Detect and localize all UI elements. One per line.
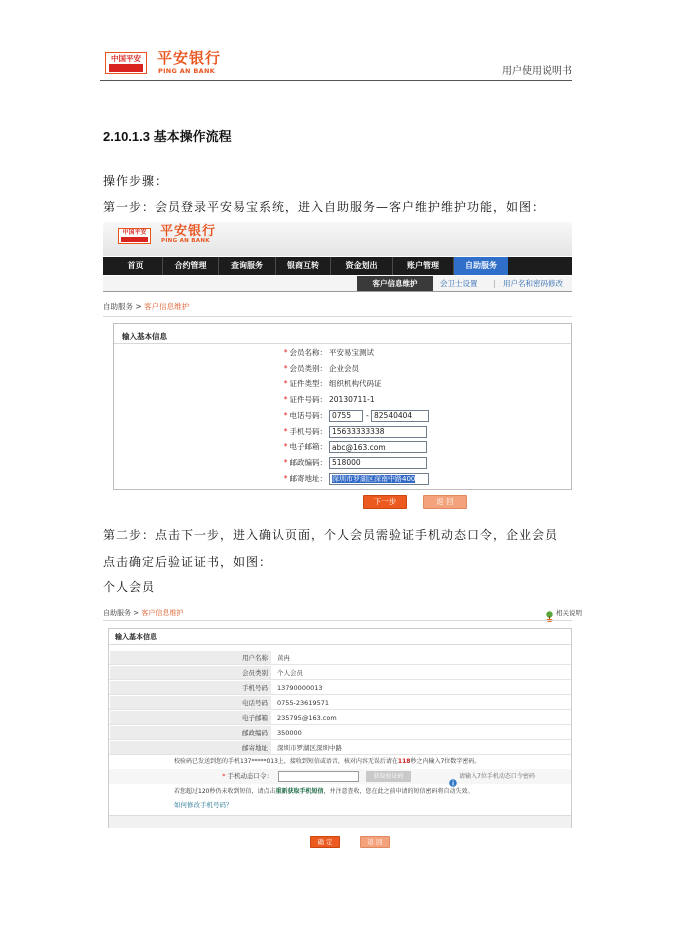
- table-row: [109, 711, 571, 725]
- row-value: 0755-23619571: [277, 699, 329, 707]
- id-type-label: 证件类型：: [289, 379, 327, 389]
- row-label: 电子邮箱: [110, 711, 271, 724]
- steps-label: 操作步骤：: [103, 174, 169, 188]
- field-member-type: [114, 362, 571, 376]
- badge-bar: [121, 237, 148, 242]
- confirm-info-box: [108, 628, 572, 828]
- related-help-label[interactable]: 相关说明: [556, 609, 582, 617]
- row-value: 13790000013: [277, 684, 323, 692]
- member-name-label: 会员名称：: [289, 348, 327, 357]
- phone-label: 电话号码：: [289, 410, 327, 420]
- required-mark: *: [283, 348, 288, 357]
- bank-logo-english: PING AN BANK: [158, 67, 216, 75]
- sms-notice-before: 校验码已发送到您的手机137*****013上，接收到短信或语音，核对内容无误后请在: [174, 758, 398, 765]
- table-row: [109, 681, 571, 695]
- otp-input[interactable]: [278, 771, 359, 782]
- row-value: 235795@163.com: [277, 714, 337, 722]
- resend-sms-link[interactable]: 重新获取手机短信: [275, 788, 324, 795]
- zip-label: 邮政编码：: [289, 457, 327, 467]
- otp-hint: 请输入7位手机动态口令密码: [459, 773, 535, 780]
- form-title: 输入基本信息: [115, 633, 157, 641]
- required-mark: *: [283, 379, 288, 389]
- main-nav: [103, 257, 572, 275]
- basic-info-form: [113, 323, 572, 490]
- member-type-label: 会员类别：: [289, 363, 327, 373]
- address-selected-text: 深圳市罗湖区深南中路400: [332, 474, 416, 483]
- address-label: 邮寄地址：: [289, 473, 327, 483]
- member-name-value: 平安易宝测试: [329, 348, 374, 357]
- change-phone-link[interactable]: 如何修改手机号码？: [174, 801, 233, 809]
- document-title: 用户使用说明书: [502, 66, 572, 77]
- field-id-number: [114, 393, 571, 407]
- field-mobile: [114, 425, 571, 439]
- resend-notice: [174, 786, 473, 797]
- breadcrumb: [103, 607, 183, 619]
- sms-notice-after: 秒之内输入7位数字密码。: [410, 758, 481, 765]
- field-zip: [114, 456, 571, 470]
- address-input[interactable]: [329, 473, 429, 485]
- back-button[interactable]: 返 回: [360, 836, 390, 848]
- badge-text: 中国平安: [111, 54, 141, 63]
- row-value: 黄冉: [277, 654, 290, 662]
- sms-notice: [174, 756, 480, 767]
- field-label: [257, 362, 327, 376]
- required-mark: *: [283, 363, 288, 373]
- tab-customer-info[interactable]: 客户信息维护: [357, 276, 433, 291]
- breadcrumb: [103, 301, 189, 313]
- field-label: [257, 472, 327, 486]
- back-button[interactable]: 返 回: [423, 495, 467, 509]
- field-label: [257, 456, 327, 470]
- nav-item-contracts[interactable]: 合约管理: [162, 257, 218, 275]
- ping-an-badge-logo: [105, 52, 147, 74]
- field-label: [257, 377, 327, 391]
- required-mark: *: [283, 473, 288, 483]
- breadcrumb-separator: >: [135, 302, 142, 311]
- subnav-separator: |: [493, 279, 496, 288]
- row-label: 会员类别: [110, 666, 271, 679]
- email-label: 电子邮箱：: [289, 442, 327, 452]
- breadcrumb-current: 客户信息维护: [144, 302, 190, 311]
- field-id-type: [114, 377, 571, 391]
- required-mark: *: [222, 772, 226, 780]
- table-row: [109, 666, 571, 680]
- box-footer-band: [109, 815, 571, 828]
- breadcrumb-separator: >: [133, 609, 140, 617]
- personal-member-label: 个人会员: [103, 580, 156, 594]
- table-row: [109, 726, 571, 740]
- resend-after: ，并注意查收，您在此之前申请的短信密码将自动失效。: [323, 788, 474, 795]
- field-label: [257, 346, 327, 360]
- ping-an-badge-logo: [118, 228, 151, 244]
- sub-nav: [103, 276, 572, 292]
- bank-logo-chinese: 平安银行: [160, 224, 217, 239]
- required-mark: *: [283, 410, 288, 420]
- form-title-divider: [114, 343, 571, 344]
- breadcrumb-divider: [103, 316, 572, 317]
- nav-item-self-service[interactable]: 自助服务: [453, 257, 508, 275]
- badge-text: 中国平安: [122, 229, 147, 236]
- row-value: 深圳市罗湖区深圳中路: [277, 744, 342, 752]
- id-number-value: 20130711-1: [329, 395, 375, 405]
- step1-text: 第一步：会员登录平安易宝系统，进入自助服务—客户维护维护功能，如图：: [103, 200, 546, 214]
- field-label: [257, 440, 327, 454]
- otp-label: [179, 769, 273, 784]
- nav-item-account[interactable]: 账户管理: [392, 257, 453, 275]
- mobile-input[interactable]: [329, 426, 427, 438]
- info-icon: [449, 772, 457, 780]
- related-help-icon[interactable]: [545, 607, 554, 618]
- id-number-label: 证件号码：: [289, 395, 327, 405]
- bank-logo-chinese: 平安银行: [157, 49, 222, 67]
- field-email: [114, 440, 571, 454]
- nav-item-query[interactable]: 查询服务: [218, 257, 275, 275]
- form-title-divider: [109, 644, 571, 645]
- nav-item-funds-out[interactable]: 资金划出: [330, 257, 392, 275]
- nav-item-home[interactable]: 首页: [127, 261, 144, 270]
- phone-number-input[interactable]: [371, 410, 429, 422]
- field-label: [257, 425, 327, 439]
- required-mark: *: [283, 457, 288, 467]
- row-label: 电话号码: [110, 696, 271, 709]
- step2-text-line1: 第二步：点击下一步，进入确认页面，个人会员需验证手机动态口令，企业会员: [103, 528, 559, 542]
- header-divider: [100, 80, 572, 81]
- row-value: 个人会员: [277, 669, 303, 677]
- breadcrumb-root[interactable]: 自助服务: [103, 609, 131, 617]
- required-mark: *: [283, 426, 288, 436]
- email-input[interactable]: [329, 441, 427, 453]
- row-label: 邮政编码: [110, 726, 271, 739]
- mobile-label: 手机号码：: [289, 426, 327, 436]
- row-label: 邮寄地址: [110, 741, 271, 754]
- field-phone: [114, 409, 571, 423]
- field-label: [257, 393, 327, 407]
- breadcrumb-current: 客户信息维护: [141, 609, 184, 617]
- row-value: 350000: [277, 729, 302, 737]
- row-label: 用户名称: [110, 651, 271, 664]
- bank-logo-english: PING AN BANK: [161, 238, 210, 244]
- section-heading: 2.10.1.3 基本操作流程: [103, 129, 232, 144]
- tab-guard-settings[interactable]: 会卫士设置: [440, 279, 478, 288]
- otp-row: [109, 769, 571, 784]
- breadcrumb-root[interactable]: 自助服务: [103, 302, 133, 311]
- confirm-button[interactable]: 确 定: [310, 836, 340, 848]
- otp-label-text: 手机动态口令：: [227, 772, 273, 780]
- row-label: 手机号码: [110, 681, 271, 694]
- required-mark: *: [283, 442, 288, 452]
- get-otp-button[interactable]: 获取验证码: [366, 771, 411, 782]
- sms-countdown-seconds: 118: [397, 758, 411, 765]
- zip-input[interactable]: [329, 457, 427, 469]
- form-title: 输入基本信息: [122, 332, 167, 341]
- resend-before: 若您超过120秒仍未收到短信，请点击: [174, 788, 276, 795]
- required-mark: *: [283, 395, 288, 405]
- id-type-value: 组织机构代码证: [329, 379, 382, 389]
- field-address: [114, 472, 571, 486]
- screenshot-customer-info-edit: [103, 222, 572, 512]
- table-row: [109, 651, 571, 665]
- field-member-name: [114, 346, 571, 360]
- badge-bar: [109, 64, 143, 72]
- phone-area-code-input[interactable]: [329, 410, 363, 422]
- table-row: [109, 741, 571, 755]
- breadcrumb-divider: [103, 620, 572, 621]
- next-step-button[interactable]: 下一步: [363, 495, 407, 509]
- phone-separator: -: [366, 410, 369, 420]
- screenshot-personal-confirm: [103, 604, 582, 852]
- step2-text-line2: 点击确定后验证证书，如图：: [103, 555, 273, 569]
- table-row: [109, 696, 571, 710]
- nav-item-transfer[interactable]: 银商互转: [275, 257, 330, 275]
- field-label: [257, 409, 327, 423]
- member-type-value: 企业会员: [329, 363, 359, 373]
- tab-username-password[interactable]: 用户名和密码修改: [503, 279, 563, 288]
- site-banner: [103, 222, 572, 256]
